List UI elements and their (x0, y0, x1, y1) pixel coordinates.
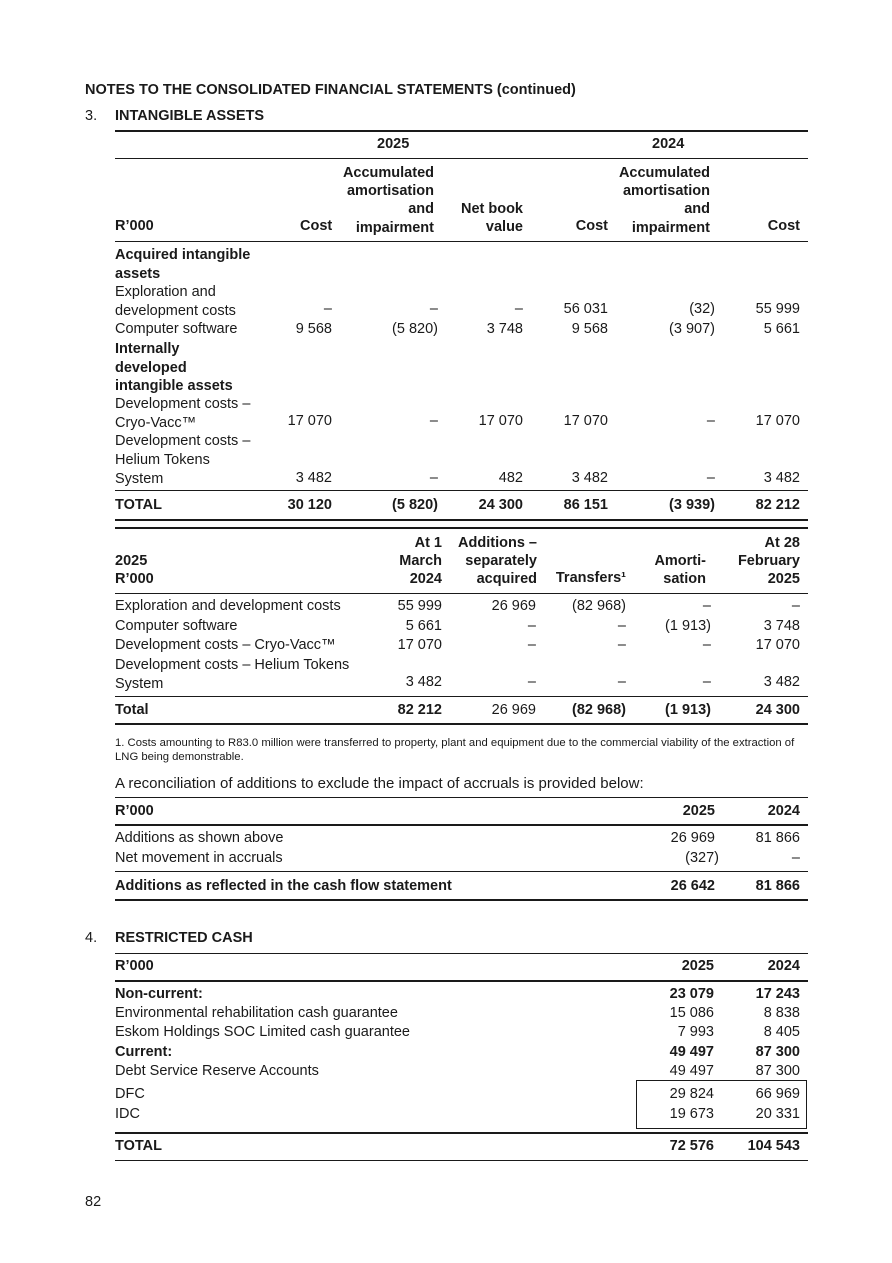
table-rule (115, 1132, 808, 1134)
table-cell: 3 482 (571, 470, 608, 486)
table-cell: 3 482 (295, 470, 332, 486)
total-cell: 82 212 (755, 497, 800, 513)
table-cell: – (429, 470, 438, 486)
row-label: Internally developed intangible assets (115, 341, 233, 394)
column-header: Net book value (460, 201, 523, 236)
table-cell: (327) (685, 850, 719, 866)
table-cell: – (429, 413, 438, 429)
table-rule (115, 158, 808, 159)
row-label: IDC (115, 1106, 140, 1122)
table-rule (115, 1160, 808, 1161)
table-cell: 17 070 (397, 637, 442, 653)
table-cell: 26 969 (491, 598, 536, 614)
total-cell: 81 866 (755, 878, 800, 894)
row-label: Development costs – Helium Tokens System (115, 433, 251, 487)
table-cell: 87 300 (755, 1044, 800, 1060)
table-cell: – (429, 301, 438, 317)
table-cell: (5 820) (392, 321, 438, 337)
total-cell: 24 300 (755, 702, 800, 718)
table-cell: – (514, 301, 523, 317)
column-header: Accumulated amortisation and impairment (618, 165, 710, 236)
table-cell: 17 243 (755, 986, 800, 1002)
column-header: 2025 (682, 803, 715, 819)
row-label: Computer software (115, 618, 238, 634)
column-header: Additions – separately acquired (458, 535, 537, 588)
total-label: Total (115, 702, 149, 718)
table-cell: 482 (498, 470, 523, 486)
row-label: Development costs – Cryo-Vacc™ (115, 637, 336, 653)
table-cell: 56 031 (563, 301, 608, 317)
table-cell: 55 999 (397, 598, 442, 614)
table-cell: 49 497 (669, 1063, 714, 1079)
table-cell: – (791, 850, 800, 866)
table-cell: 66 969 (755, 1086, 800, 1102)
row-label: Exploration and development costs (115, 598, 341, 614)
total-label: Additions as reflected in the cash flow statement (115, 878, 452, 894)
row-label: Environmental rehabilitation cash guarantee (115, 1005, 398, 1021)
table-rule (115, 527, 808, 529)
row-label: Debt Service Reserve Accounts (115, 1063, 319, 1079)
table-cell: (3 907) (669, 321, 715, 337)
table-cell: – (323, 301, 332, 317)
section-heading: INTANGIBLE ASSETS (115, 108, 265, 124)
total-cell: 30 120 (287, 497, 332, 513)
row-label: Exploration and development costs (115, 284, 236, 319)
table-cell: 17 070 (755, 413, 800, 429)
table-cell: 15 086 (669, 1005, 714, 1021)
table-cell: 17 070 (563, 413, 608, 429)
table-cell: 23 079 (669, 986, 714, 1002)
table-rule (115, 871, 808, 872)
total-cell: 86 151 (563, 497, 608, 513)
column-header: At 28 February 2025 (737, 535, 800, 588)
table-cell: – (706, 413, 715, 429)
table-cell: – (702, 637, 711, 653)
table-cell: – (527, 674, 536, 690)
row-label: Development costs – Helium Tokens System (115, 657, 350, 692)
table-cell: 87 300 (755, 1063, 800, 1079)
column-header: Transfers¹ (555, 570, 626, 586)
column-header: 2024 (767, 958, 800, 974)
year-header: 2024 (652, 136, 685, 152)
table-cell: 17 070 (478, 413, 523, 429)
column-header: R’000 (115, 803, 154, 819)
row-label: Net movement in accruals (115, 850, 283, 866)
total-cell: (82 968) (571, 702, 626, 718)
table-rule (115, 519, 808, 521)
table-cell: 49 497 (669, 1044, 714, 1060)
table-cell: 5 661 (763, 321, 800, 337)
table-rule (115, 593, 808, 594)
table-cell: 8 838 (763, 1005, 800, 1021)
row-label: Additions as shown above (115, 830, 284, 846)
total-cell: 26 969 (491, 702, 536, 718)
table-cell: – (617, 637, 626, 653)
column-header: R’000 (115, 218, 154, 234)
section-number: 4. (85, 930, 98, 946)
column-header: Cost (767, 218, 800, 234)
table-cell: – (706, 470, 715, 486)
total-cell: 104 543 (747, 1138, 800, 1154)
total-cell: 24 300 (478, 497, 523, 513)
table-rule (115, 953, 808, 954)
reconciliation-intro: A reconciliation of additions to exclude the impact of accruals is provided below: (115, 775, 644, 792)
table-cell: – (527, 618, 536, 634)
table-cell: – (791, 598, 800, 614)
table-cell: (82 968) (571, 598, 626, 614)
row-label: DFC (115, 1086, 145, 1102)
section-heading: RESTRICTED CASH (115, 930, 253, 946)
table-cell: 3 482 (763, 470, 800, 486)
table-cell: 8 405 (763, 1024, 800, 1040)
table-rule (115, 696, 808, 697)
total-cell: 82 212 (397, 702, 442, 718)
table-cell: (32) (689, 301, 715, 317)
total-label: TOTAL (115, 497, 162, 513)
table-cell: – (617, 674, 626, 690)
row-label: Non-current: (115, 986, 203, 1002)
table-cell: 17 070 (755, 637, 800, 653)
table-cell: 7 993 (677, 1024, 714, 1040)
table-cell: 20 331 (755, 1106, 800, 1122)
table-cell: 17 070 (287, 413, 332, 429)
row-label: Eskom Holdings SOC Limited cash guarantee (115, 1024, 410, 1040)
table-cell: – (527, 637, 536, 653)
table-cell: 9 568 (571, 321, 608, 337)
column-header: Cost (575, 218, 608, 234)
table-cell: 29 824 (669, 1086, 714, 1102)
row-label: Computer software (115, 321, 238, 337)
column-header: At 1 March 2024 (399, 535, 442, 588)
total-cell: (1 913) (665, 702, 711, 718)
table-rule (115, 490, 808, 491)
section-number: 3. (85, 108, 98, 124)
table-cell: – (617, 618, 626, 634)
table-cell: – (702, 598, 711, 614)
table-cell: (1 913) (665, 618, 711, 634)
column-header: R’000 (115, 958, 154, 974)
table-cell: 26 969 (670, 830, 715, 846)
table-rule (115, 130, 808, 132)
year-header: 2025 (377, 136, 410, 152)
total-cell: 26 642 (670, 878, 715, 894)
column-header: 2025 R’000 (115, 553, 154, 588)
table-cell: 3 748 (486, 321, 523, 337)
column-header: Accumulated amortisation and impairment (342, 165, 434, 236)
total-cell: (5 820) (392, 497, 438, 513)
table-cell: – (702, 674, 711, 690)
page-number: 82 (85, 1194, 102, 1210)
table-rule (115, 241, 808, 242)
column-header: Amorti-sation (654, 553, 706, 588)
table-cell: 19 673 (669, 1106, 714, 1122)
row-label: Current: (115, 1044, 173, 1060)
table-cell: 55 999 (755, 301, 800, 317)
table-cell: 3 482 (405, 674, 442, 690)
row-label: Acquired intangible assets (115, 247, 251, 282)
column-header: Cost (300, 218, 333, 234)
table-rule (115, 980, 808, 982)
footnote: 1. Costs amounting to R83.0 million were transferred to property, plant and equipment due to the commercial viability of the extraction of LNG being demonstrable. (115, 737, 795, 763)
total-label: TOTAL (115, 1138, 162, 1154)
column-header: 2024 (767, 803, 800, 819)
table-cell: 5 661 (405, 618, 442, 634)
table-cell: 81 866 (755, 830, 800, 846)
table-cell: 3 748 (763, 618, 800, 634)
table-rule (115, 824, 808, 826)
row-label: Development costs – Cryo-Vacc™ (115, 396, 251, 431)
total-cell: (3 939) (669, 497, 715, 513)
table-rule (115, 723, 808, 725)
table-rule (115, 899, 808, 901)
column-header: 2025 (681, 958, 714, 974)
page-title: NOTES TO THE CONSOLIDATED FINANCIAL STATEMENTS (continued) (85, 82, 576, 98)
table-cell: 9 568 (295, 321, 332, 337)
table-cell: 3 482 (763, 674, 800, 690)
total-cell: 72 576 (669, 1138, 714, 1154)
table-rule (115, 797, 808, 798)
